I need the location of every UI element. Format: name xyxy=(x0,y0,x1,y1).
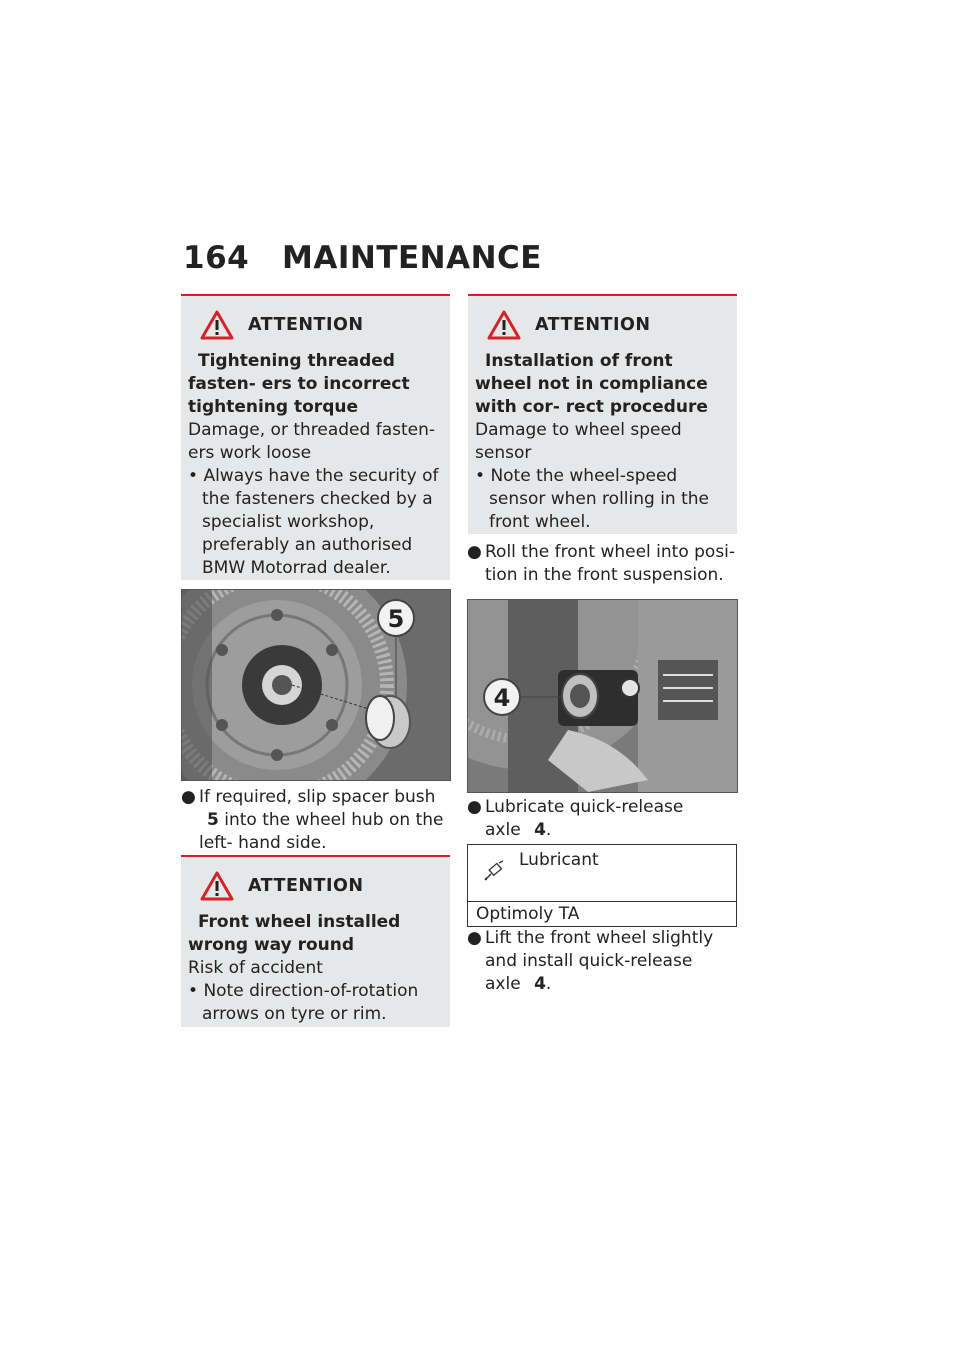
callout-4: 4 xyxy=(493,684,511,712)
lubricant-label: Lubricant xyxy=(519,850,599,870)
bullet-dot-icon: ● xyxy=(467,542,482,562)
attention-bullet: • Always have the security of the fasteners checked by a specialist workshop, preferably an authorised BMW Motorrad dealer. xyxy=(188,466,439,578)
step-lubricate-axle: ● Lubricate quick-release axle 4. xyxy=(467,797,684,840)
warning-triangle-icon xyxy=(487,310,521,340)
attention-title: Tightening threaded fasten- ers to incorrect tightening torque xyxy=(188,351,410,417)
attention-bullet: • Note direction-of-rotation arrows on tyre or rim. xyxy=(188,981,419,1024)
step-install-axle: ● Lift the front wheel slightly and install quick-release axle 4. xyxy=(467,928,714,994)
lubricant-value: Optimoly TA xyxy=(476,904,580,924)
warning-triangle-icon xyxy=(200,871,234,901)
ref-4: 4 xyxy=(534,974,546,994)
attention-box-fasteners xyxy=(181,294,450,580)
warning-triangle-icon xyxy=(200,310,234,340)
bullet-dot-icon: ● xyxy=(467,928,482,948)
attention-label: ATTENTION xyxy=(248,875,364,896)
photo-quick-release-axle xyxy=(467,599,738,793)
photo-spacer-bush xyxy=(181,589,451,781)
page-number: 164 xyxy=(183,240,250,276)
attention-title: Installation of front wheel not in compliance with cor- rect procedure xyxy=(475,351,708,417)
attention-body: Damage, or threaded fasten- ers work loose xyxy=(188,420,436,463)
attention-label: ATTENTION xyxy=(248,314,364,335)
callout-5: 5 xyxy=(387,605,405,633)
attention-body: Damage to wheel speed sensor xyxy=(475,420,682,463)
attention-bullet: • Note the wheel-speed sensor when rolling in the front wheel. xyxy=(475,466,710,532)
attention-label: ATTENTION xyxy=(535,314,651,335)
ref-4: 4 xyxy=(534,820,546,840)
bullet-dot-icon: ● xyxy=(467,797,482,817)
attention-box-wheel-direction xyxy=(181,855,450,1027)
attention-body: Risk of accident xyxy=(188,958,323,978)
ref-5: 5 xyxy=(207,810,219,830)
bullet-dot-icon: ● xyxy=(181,787,196,807)
lubricant-table xyxy=(467,844,737,927)
attention-box-installation xyxy=(468,294,737,534)
grease-gun-icon xyxy=(482,859,506,883)
attention-title: Front wheel installed wrong way round xyxy=(188,912,401,955)
step-roll-wheel: ● Roll the front wheel into posi- tion in the front suspension. xyxy=(467,542,736,585)
step-slip-spacer: ● If required, slip spacer bush 5 into the wheel hub on the left- hand side. xyxy=(181,787,444,853)
section-title: MAINTENANCE xyxy=(282,240,542,276)
